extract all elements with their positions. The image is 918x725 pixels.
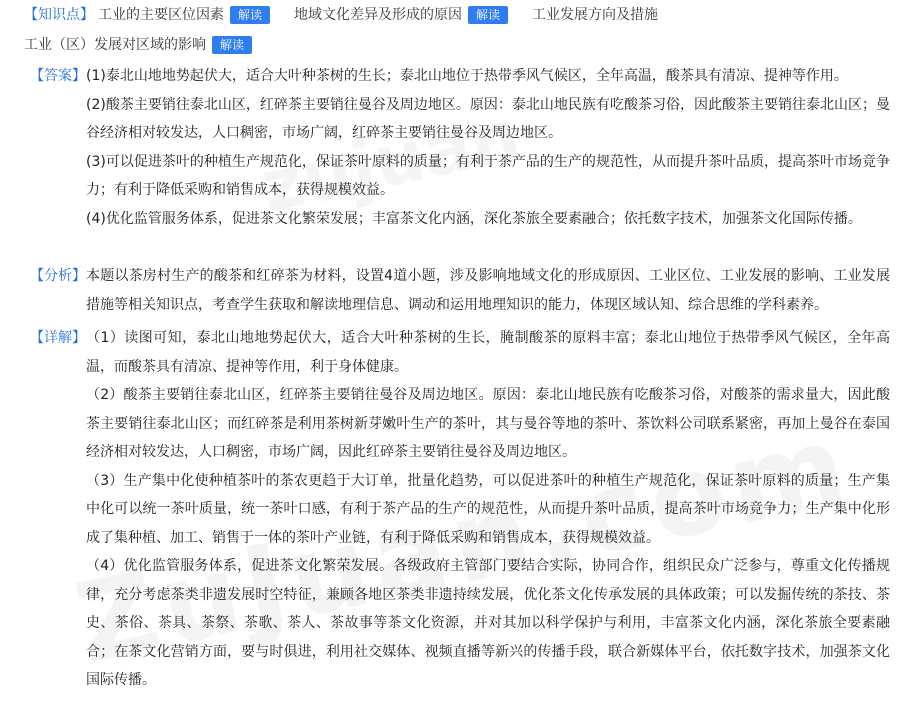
detail-paragraph-4: （4）优化监管服务体系，促进茶文化繁荣发展。各级政府主管部门要结合实际，协同合作，组织民众广泛参与，尊重文化传播规律，充分考虑茶类非遗发展时空特征，兼顾各地区茶类非遗持续发展，优化茶文化传承发展的具体政策；可以发掘传统的茶技、茶史、茶俗、茶具、茶祭、茶歌、茶人、茶故事等茶文化资源，并对其加以科学保护与利用，丰富茶文化内涵，深化茶旅全要素融合；在茶文化营销方面，要与时俱进，利用社交媒体、视频直播等新兴的传播手段，联合新媒体平台，依托数字技术，加强茶文化国际传播。 (86, 558, 890, 688)
answer-content (86, 62, 890, 233)
knowledge-points-row-1 (24, 4, 904, 26)
knowledge-point-name[interactable]: 工业发展方向及措施 (532, 7, 659, 23)
detail-paragraph-2: （2）酸茶主要销往泰北山区，红碎茶主要销往曼谷及周边地区。原因：泰北山地民族有吃酸茶习俗，对酸茶的需求量大，因此酸茶主要销往泰北山区；而红碎茶是利用茶树新芽嫩叶生产的茶叶，其与曼谷等地的茶叶、茶饮料公司联系紧密，再加上曼谷在泰国经济相对较发达，人口稠密，市场广阔，因此红碎茶主要销往曼谷及周边地区。 (86, 387, 890, 460)
analysis-label: 【分析】 (30, 268, 86, 284)
analysis-text: 本题以茶房村生产的酸茶和红碎茶为材料，设置4道小题，涉及影响地域文化的形成原因、工业区位、工业发展的影响、工业发展措施等相关知识点，考查学生获取和解读地理信息、调动和运用地理知识的能力，体现区域认知、综合思维的学科素养。 (86, 268, 890, 313)
answer-paragraph-4: (4)优化监管服务体系，促进茶文化繁荣发展；丰富茶文化内涵，深化茶旅全要素融合；依托数字技术，加强茶文化国际传播。 (86, 210, 862, 227)
knowledge-point-item (98, 5, 270, 25)
analysis-content (86, 262, 890, 319)
detail-paragraph-1: （1）读图可知，泰北山地地势起伏大，适合大叶种茶树的生长，腌制酸茶的原料丰富；泰北山地位于热带季风气候区，全年高温，而酸茶具有清凉、提神等作用，利于身体健康。 (86, 330, 890, 375)
knowledge-points (24, 4, 904, 56)
analysis-section (30, 262, 890, 319)
knowledge-points-tag: 【知识点】 (24, 7, 94, 23)
answer-paragraph-3: (3)可以促进茶叶的种植生产规范化，保证茶叶原料的质量；有利于茶产品的生产的规范性，从而提升茶叶品质，提高茶叶市场竞争力；有利于降低采购和销售成本，获得规模效益。 (86, 153, 890, 198)
knowledge-point-name[interactable]: 工业的主要区位因素 (98, 7, 224, 23)
knowledge-point-name[interactable]: 工业（区）发展对区域的影响 (24, 37, 206, 53)
answer-paragraph-2: (2)酸茶主要销往泰北山区，红碎茶主要销往曼谷及周边地区。原因：泰北山地民族有吃酸茶习俗，因此酸茶主要销往泰北山区；曼谷经济相对较发达，人口稠密，市场广阔，红碎茶主要销往曼谷及周边地区。 (86, 96, 890, 141)
detail-paragraph-3: （3）生产集中化使种植茶叶的茶农更趋于大订单，批量化趋势，可以促进茶叶的种植生产规范化，保证茶叶原料的质量；生产集中化可以统一茶叶质量，统一茶叶口感，有利于茶产品的生产的规范性，从而提升茶叶品质，提高茶叶市场竞争力；生产集中化形成了集种植、加工、销售于一体的茶叶产业链，有利于降低采购和销售成本，获得规模效益。 (86, 472, 890, 546)
detail-label: 【详解】 (30, 330, 86, 346)
knowledge-point-item (24, 35, 252, 55)
answer-paragraph-1: (1)泰北山地地势起伏大，适合大叶种茶树的生长；泰北山地位于热带季风气候区，全年高温，酸茶具有清凉、提神等作用。 (86, 68, 848, 84)
detail-section (30, 324, 890, 695)
answer-label: 【答案】 (30, 68, 86, 84)
knowledge-points-row-2 (24, 34, 904, 56)
knowledge-point-item (532, 5, 664, 25)
explain-button[interactable]: 解读 (468, 6, 508, 24)
answer-section (30, 62, 890, 233)
knowledge-point-name[interactable]: 地域文化差异及形成的原因 (294, 7, 463, 23)
explain-button[interactable]: 解读 (230, 6, 270, 24)
detail-content (86, 324, 890, 695)
knowledge-point-item (294, 5, 508, 25)
explain-button[interactable]: 解读 (212, 36, 252, 54)
